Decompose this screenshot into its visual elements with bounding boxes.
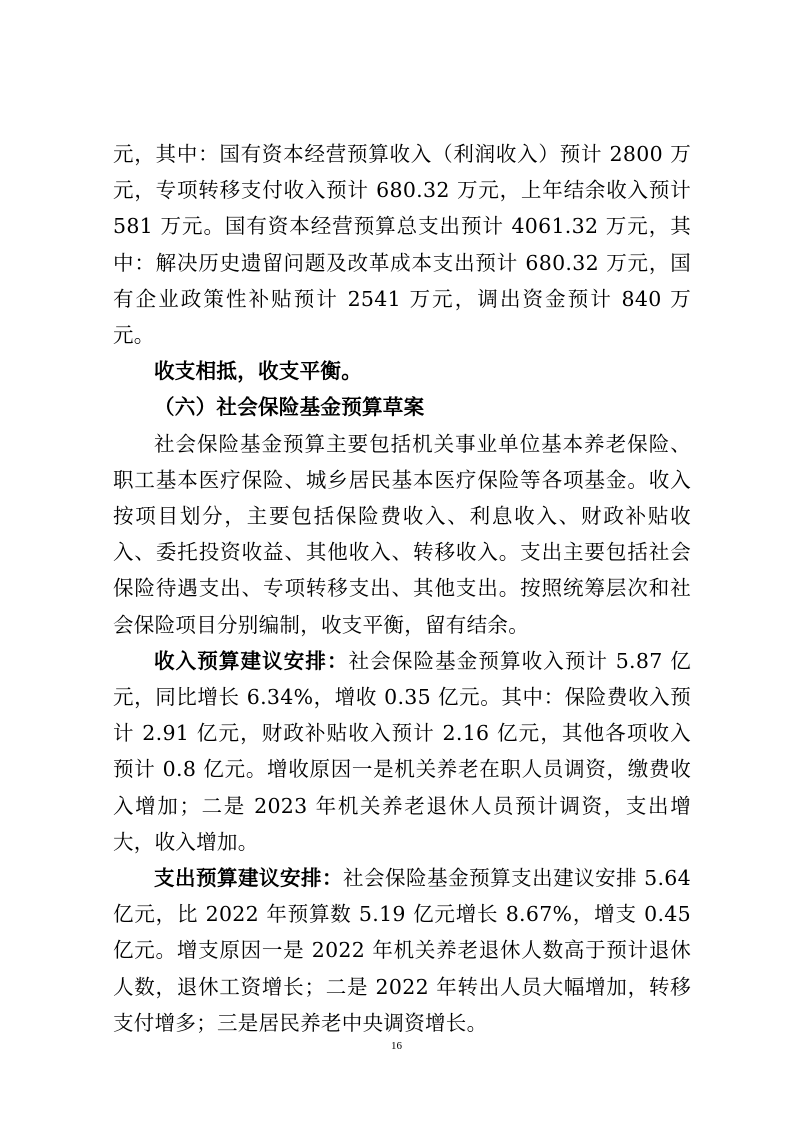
page-number: 16	[391, 1040, 402, 1052]
paragraph-expenditure-budget	[113, 860, 691, 1041]
document-body	[113, 136, 691, 1041]
paragraph-state-capital-budget: 元，其中：国有资本经营预算收入（利润收入）预计 2800 万元，专项转移支付收入预计 680.32 万元，上年结余收入预计 581 万元。国有资本经营预算总支出预计 4061.32 万元，其中：解决历史遗留问题及改革成本支出预计 680.32 万元，国有企业政策性补贴预计 2541 万元，调出资金预计 840 万元。	[113, 142, 691, 348]
paragraph-income-budget	[113, 643, 691, 860]
income-budget-lead: 收入预算建议安排：	[154, 648, 349, 673]
expenditure-budget-body: 社会保险基金预算支出建议安排 5.64 亿元，比 2022 年预算数 5.19 亿元增长 8.67%，增支 0.45 亿元。增支原因一是 2022 年机关养老退休人数高于预计退休人数，退休工资增长；二是 2022 年转出人员大幅增加，转移支付增多；三是居民养老中央调资增长。	[113, 866, 691, 1035]
section-heading-social-insurance: （六）社会保险基金预算草案	[154, 395, 425, 420]
expenditure-budget-lead: 支出预算建议安排：	[154, 866, 344, 891]
paragraph-social-insurance-overview: 社会保险基金预算主要包括机关事业单位基本养老保险、职工基本医疗保险、城乡居民基本医疗保险等各项基金。收入按项目划分，主要包括保险费收入、利息收入、财政补贴收入、委托投资收益、其他收入、转移收入。支出主要包括社会保险待遇支出、专项转移支出、其他支出。按照统筹层次和社会保险项目分别编制，收支平衡，留有结余。	[113, 431, 691, 637]
balance-statement: 收支相抵，收支平衡。	[154, 359, 362, 384]
income-budget-body: 社会保险基金预算收入预计 5.87 亿元，同比增长 6.34%，增收 0.35 亿元。其中：保险费收入预计 2.91 亿元，财政补贴收入预计 2.16 亿元，其他各项收入预计 0.8 亿元。增收原因一是机关养老在职人员调资，缴费收入增加；二是 2023 年机关养老退休人员预计调资，支出增大，收入增加。	[113, 648, 691, 854]
